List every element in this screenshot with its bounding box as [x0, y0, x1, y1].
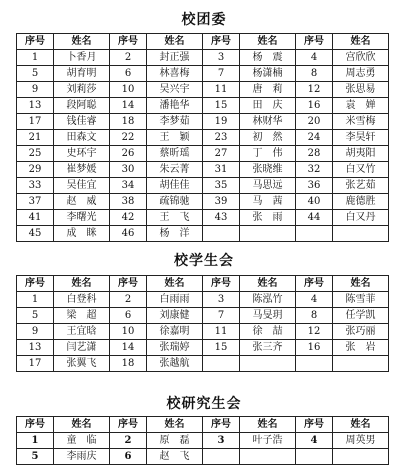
member-number: 43	[203, 210, 240, 226]
member-name: 田 庆	[240, 98, 296, 114]
member-number: 16	[296, 98, 333, 114]
member-name: 胡夷阳	[333, 146, 389, 162]
member-number: 36	[296, 178, 333, 194]
member-number: 14	[110, 340, 147, 356]
member-number: 5	[17, 449, 54, 465]
member-number: 21	[17, 130, 54, 146]
column-header-name: 姓名	[240, 417, 296, 433]
member-number: 35	[203, 178, 240, 194]
member-number: 31	[203, 162, 240, 178]
member-name: 任学凯	[333, 308, 389, 324]
column-header-name: 姓名	[240, 34, 296, 50]
header-row	[17, 417, 389, 433]
member-name: 丁 伟	[240, 146, 296, 162]
table-row	[17, 98, 389, 114]
column-header-number: 序号	[296, 276, 333, 292]
member-number: 18	[110, 114, 147, 130]
column-header-name: 姓名	[147, 34, 203, 50]
table-row	[17, 178, 389, 194]
member-name: 白雨雨	[147, 292, 203, 308]
column-header-name: 姓名	[54, 34, 110, 50]
member-number: 37	[17, 194, 54, 210]
member-name	[240, 356, 296, 372]
column-header-name: 姓名	[333, 276, 389, 292]
member-number: 9	[17, 324, 54, 340]
table-row	[17, 356, 389, 372]
member-name: 袁 婵	[333, 98, 389, 114]
member-name	[240, 449, 296, 465]
member-number: 3	[203, 50, 240, 66]
member-number: 28	[296, 146, 333, 162]
column-header-number: 序号	[110, 417, 147, 433]
table-row	[17, 226, 389, 242]
member-name: 徐嘉明	[147, 324, 203, 340]
member-name: 疏锦驰	[147, 194, 203, 210]
member-number: 7	[203, 66, 240, 82]
member-number: 17	[17, 356, 54, 372]
column-header-name: 姓名	[54, 417, 110, 433]
member-number: 3	[203, 433, 240, 449]
member-number: 13	[17, 340, 54, 356]
column-header-name: 姓名	[147, 276, 203, 292]
member-name: 李曙光	[54, 210, 110, 226]
member-number: 41	[17, 210, 54, 226]
member-number: 1	[17, 292, 54, 308]
member-number: 34	[110, 178, 147, 194]
member-name: 吴兴宇	[147, 82, 203, 98]
member-name: 张越航	[147, 356, 203, 372]
member-name: 周英男	[333, 433, 389, 449]
column-header-name: 姓名	[54, 276, 110, 292]
table-row	[17, 50, 389, 66]
member-name: 张三齐	[240, 340, 296, 356]
member-number: 32	[296, 162, 333, 178]
member-number: 23	[203, 130, 240, 146]
member-name: 张艺茹	[333, 178, 389, 194]
column-header-name: 姓名	[333, 34, 389, 50]
member-name: 卜香月	[54, 50, 110, 66]
member-name: 吴佳宜	[54, 178, 110, 194]
member-number: 5	[17, 66, 54, 82]
member-name: 原 磊	[147, 433, 203, 449]
table-row	[17, 130, 389, 146]
member-name: 梁 超	[54, 308, 110, 324]
column-header-number: 序号	[296, 417, 333, 433]
member-number: 2	[110, 433, 147, 449]
member-name: 陈雪菲	[333, 292, 389, 308]
member-name: 马思远	[240, 178, 296, 194]
member-name: 张瑞婷	[147, 340, 203, 356]
member-number: 33	[17, 178, 54, 194]
column-header-name: 姓名	[147, 417, 203, 433]
member-name: 王 飞	[147, 210, 203, 226]
member-name: 杨 洋	[147, 226, 203, 242]
member-name: 张思易	[333, 82, 389, 98]
member-name: 杨 震	[240, 50, 296, 66]
member-name: 马旻玥	[240, 308, 296, 324]
column-header-number: 序号	[203, 417, 240, 433]
member-number: 17	[17, 114, 54, 130]
member-name: 成 眯	[54, 226, 110, 242]
table-row	[17, 114, 389, 130]
member-number: 6	[110, 66, 147, 82]
member-number: 19	[203, 114, 240, 130]
member-name: 王 颖	[147, 130, 203, 146]
member-number: 4	[296, 433, 333, 449]
member-number: 40	[296, 194, 333, 210]
table-row	[17, 82, 389, 98]
table-row	[17, 210, 389, 226]
column-header-number: 序号	[203, 276, 240, 292]
member-number: 10	[110, 324, 147, 340]
member-number: 7	[203, 308, 240, 324]
member-number: 42	[110, 210, 147, 226]
member-name	[333, 356, 389, 372]
section-title: 校研究生会	[166, 396, 242, 412]
member-number: 15	[203, 340, 240, 356]
member-number: 8	[296, 308, 333, 324]
member-number: 46	[110, 226, 147, 242]
member-name	[240, 226, 296, 242]
member-name: 史环宇	[54, 146, 110, 162]
member-number: 30	[110, 162, 147, 178]
member-name: 徐 喆	[240, 324, 296, 340]
table-row	[17, 146, 389, 162]
member-name: 杨潇楠	[240, 66, 296, 82]
column-header-number: 序号	[203, 34, 240, 50]
member-number: 16	[296, 340, 333, 356]
member-number: 1	[17, 433, 54, 449]
member-number: 24	[296, 130, 333, 146]
member-name: 潘艳华	[147, 98, 203, 114]
member-name: 宫欣欣	[333, 50, 389, 66]
table-row	[17, 162, 389, 178]
member-name: 白又竹	[333, 162, 389, 178]
member-number: 12	[296, 324, 333, 340]
member-name	[333, 449, 389, 465]
member-name: 唐 莉	[240, 82, 296, 98]
member-number: 22	[110, 130, 147, 146]
member-name: 李梦茹	[147, 114, 203, 130]
member-name: 童 临	[54, 433, 110, 449]
member-number: 39	[203, 194, 240, 210]
member-number: 45	[17, 226, 54, 242]
member-name	[333, 226, 389, 242]
member-number: 3	[203, 292, 240, 308]
table-row	[17, 308, 389, 324]
member-number: 29	[17, 162, 54, 178]
member-name: 刘康健	[147, 308, 203, 324]
member-number: 12	[296, 82, 333, 98]
member-number	[203, 449, 240, 465]
member-name: 朱云菁	[147, 162, 203, 178]
member-number: 44	[296, 210, 333, 226]
member-number: 26	[110, 146, 147, 162]
section-title: 校团委	[181, 12, 227, 28]
member-name: 张 岩	[333, 340, 389, 356]
member-number: 25	[17, 146, 54, 162]
member-number: 9	[17, 82, 54, 98]
member-number: 8	[296, 66, 333, 82]
member-name: 张巧丽	[333, 324, 389, 340]
member-name: 叶子浩	[240, 433, 296, 449]
member-number: 27	[203, 146, 240, 162]
column-header-number: 序号	[17, 276, 54, 292]
member-name: 胡佳佳	[147, 178, 203, 194]
section-title: 校学生会	[174, 253, 234, 269]
member-name: 白又丹	[333, 210, 389, 226]
member-number: 11	[203, 82, 240, 98]
member-name: 蔡昕瑶	[147, 146, 203, 162]
table-row	[17, 324, 389, 340]
column-header-name: 姓名	[240, 276, 296, 292]
member-name: 陈泓竹	[240, 292, 296, 308]
member-name: 白登科	[54, 292, 110, 308]
member-name: 李昊轩	[333, 130, 389, 146]
member-name: 段阿聪	[54, 98, 110, 114]
member-name: 李雨庆	[54, 449, 110, 465]
member-number: 15	[203, 98, 240, 114]
member-number: 2	[110, 50, 147, 66]
member-number: 18	[110, 356, 147, 372]
member-name: 周志勇	[333, 66, 389, 82]
member-number	[296, 449, 333, 465]
column-header-number: 序号	[17, 34, 54, 50]
member-number: 5	[17, 308, 54, 324]
member-name: 钱佳睿	[54, 114, 110, 130]
table-row	[17, 433, 389, 449]
member-number: 14	[110, 98, 147, 114]
member-number	[296, 356, 333, 372]
member-number: 13	[17, 98, 54, 114]
column-header-name: 姓名	[333, 417, 389, 433]
member-name: 张翼飞	[54, 356, 110, 372]
member-number	[296, 226, 333, 242]
member-name: 米雪梅	[333, 114, 389, 130]
roster-table	[16, 275, 389, 372]
member-name: 林财华	[240, 114, 296, 130]
table-row	[17, 194, 389, 210]
column-header-number: 序号	[17, 417, 54, 433]
member-name: 张 雨	[240, 210, 296, 226]
member-number: 10	[110, 82, 147, 98]
member-name: 封正强	[147, 50, 203, 66]
table-row	[17, 449, 389, 465]
member-name: 林喜梅	[147, 66, 203, 82]
member-number: 1	[17, 50, 54, 66]
column-header-number: 序号	[296, 34, 333, 50]
roster-table	[16, 416, 389, 465]
member-name: 马 茜	[240, 194, 296, 210]
member-number: 4	[296, 292, 333, 308]
member-number: 38	[110, 194, 147, 210]
member-name: 田森文	[54, 130, 110, 146]
member-number: 6	[110, 449, 147, 465]
member-name: 闫艺潇	[54, 340, 110, 356]
table-row	[17, 292, 389, 308]
member-number: 6	[110, 308, 147, 324]
header-row	[17, 34, 389, 50]
table-row	[17, 66, 389, 82]
member-number: 11	[203, 324, 240, 340]
member-name: 赵 威	[54, 194, 110, 210]
member-number	[203, 226, 240, 242]
table-row	[17, 340, 389, 356]
member-number: 4	[296, 50, 333, 66]
member-number: 20	[296, 114, 333, 130]
member-name: 胡育明	[54, 66, 110, 82]
member-name: 崔梦媛	[54, 162, 110, 178]
member-number	[203, 356, 240, 372]
member-name: 张晓维	[240, 162, 296, 178]
member-name: 赵 飞	[147, 449, 203, 465]
member-name: 初 然	[240, 130, 296, 146]
member-name: 刘莉莎	[54, 82, 110, 98]
column-header-number: 序号	[110, 34, 147, 50]
roster-table	[16, 33, 389, 242]
header-row	[17, 276, 389, 292]
member-name: 王宜晗	[54, 324, 110, 340]
member-number: 2	[110, 292, 147, 308]
member-name: 鹿德胜	[333, 194, 389, 210]
column-header-number: 序号	[110, 276, 147, 292]
